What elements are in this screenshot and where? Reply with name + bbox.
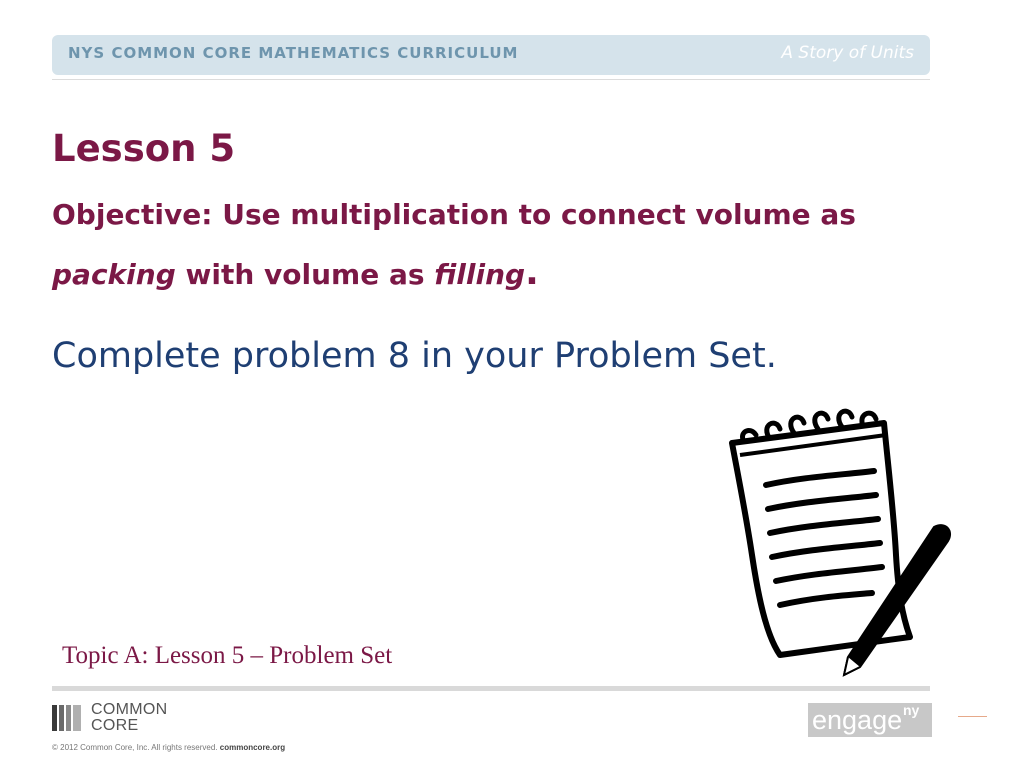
- objective-text-1: Objective: Use multiplication to connect volume as: [52, 198, 856, 231]
- objective-emphasis-filling: filling: [434, 258, 526, 291]
- header-divider: [52, 79, 930, 80]
- objective-period: .: [525, 252, 539, 293]
- common-core-logo-text: [91, 702, 167, 734]
- side-accent-line: [958, 716, 987, 717]
- common-core-bars-icon: [52, 705, 82, 731]
- footer-divider: [52, 686, 930, 691]
- objective-emphasis-packing: packing: [52, 258, 176, 291]
- series-label: A Story of Units: [781, 43, 914, 63]
- lesson-title: Lesson 5: [52, 127, 236, 170]
- notepad-with-pen-icon: [722, 405, 957, 680]
- header-bar: [52, 35, 930, 75]
- engage-logo-ny: ny: [903, 702, 920, 718]
- objective-text-2: with volume as: [175, 258, 435, 291]
- instruction-text: Complete problem 8 in your Problem Set.: [52, 336, 777, 376]
- topic-label: Topic A: Lesson 5 – Problem Set: [62, 642, 393, 669]
- lesson-objective: [52, 186, 922, 304]
- copyright-site: commoncore.org: [219, 743, 286, 752]
- logo-line-2: CORE: [91, 717, 139, 734]
- copyright-text: © 2012 Common Core, Inc. All rights reserved.: [52, 743, 218, 752]
- logo-line-1: COMMON: [91, 701, 168, 718]
- engage-logo-word: engage: [812, 705, 903, 735]
- curriculum-label: NYS COMMON CORE MATHEMATICS CURRICULUM: [68, 44, 519, 62]
- copyright-notice: [52, 743, 285, 752]
- engage-ny-logo: [808, 703, 932, 737]
